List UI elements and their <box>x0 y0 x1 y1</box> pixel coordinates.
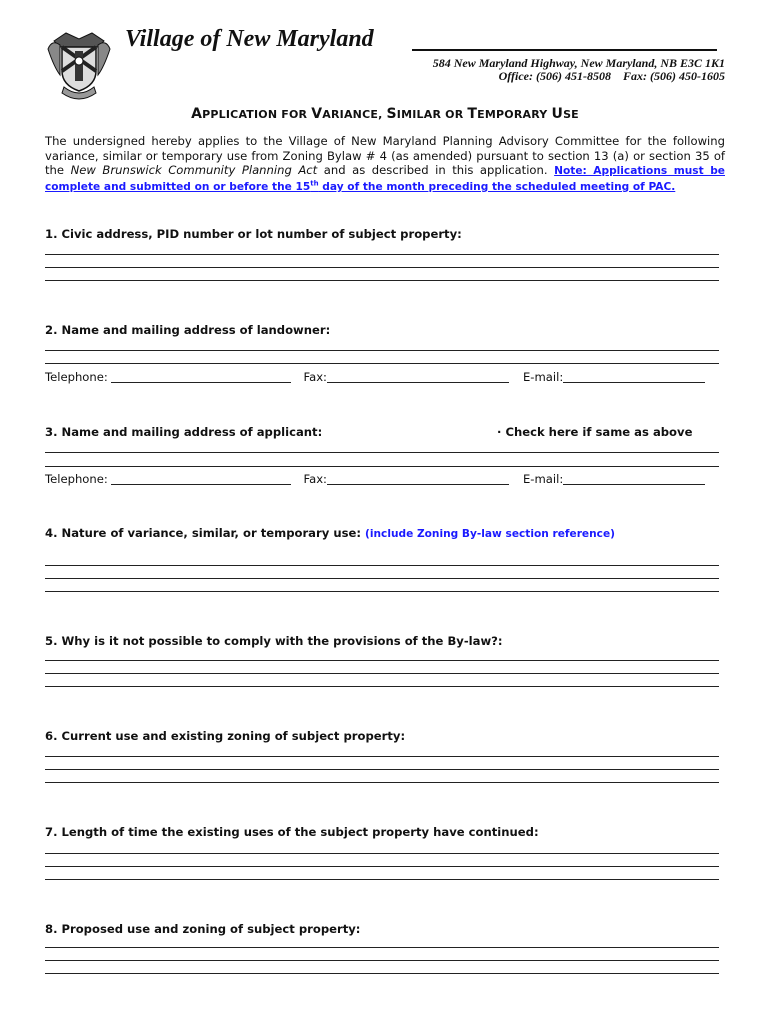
intro-paragraph: The undersigned hereby applies to the Village of New Maryland Planning Advisory Committee for the following variance, similar or temporary use from Zoning Bylaw # 4 (as amended) pursuant to section 13 (a) or section 35 of the New Brunswick Community Planning Act and as described in this application. Note: Applications must be complete and submitted on or before the 15th day of the month preceding the scheduled meeting of PAC. <box>45 134 725 193</box>
email-label: E-mail: <box>522 370 564 384</box>
telephone-label: Telephone: <box>45 370 108 384</box>
q7-answer-line-3[interactable] <box>45 879 719 880</box>
q6-answer-line-3[interactable] <box>45 782 719 783</box>
q8-answer-line-1[interactable] <box>45 947 719 948</box>
question-1-label: 1. Civic address, PID number or lot number of subject property: <box>45 227 462 241</box>
q7-answer-line-1[interactable] <box>45 853 719 854</box>
fax-label: Fax: <box>303 370 327 384</box>
q3-contact-row <box>45 472 705 486</box>
village-phone-fax <box>499 69 725 84</box>
same-as-above-checkbox[interactable]: · Check here if same as above <box>497 425 693 439</box>
q2-contact-row <box>45 370 705 384</box>
q4-answer-line-3[interactable] <box>45 591 719 592</box>
village-address: 584 New Maryland Highway, New Maryland, NB E3C 1K1 <box>432 56 725 70</box>
village-name-title: Village of New Maryland <box>125 26 374 52</box>
q1-answer-line-1[interactable] <box>45 254 719 255</box>
title-underline <box>412 49 717 51</box>
q3-telephone-field[interactable] <box>111 472 291 485</box>
q2-telephone-field[interactable] <box>111 370 291 383</box>
q5-answer-line-1[interactable] <box>45 660 719 661</box>
q4-section-reference-note: (include Zoning By-law section reference) <box>365 528 615 540</box>
form-title: APPLICATION FOR VARIANCE, SIMILAR OR TEMPORARY USE <box>191 106 579 122</box>
q5-answer-line-3[interactable] <box>45 686 719 687</box>
q5-answer-line-2[interactable] <box>45 673 719 674</box>
q4-answer-line-2[interactable] <box>45 578 719 579</box>
q1-answer-line-2[interactable] <box>45 267 719 268</box>
q3-fax-field[interactable] <box>327 472 509 485</box>
q3-answer-line-2[interactable] <box>45 466 719 467</box>
q2-fax-field[interactable] <box>327 370 509 383</box>
submission-note: Note: Applications must be complete and submitted on or before the 15th day of the month preceding the scheduled meeting of PAC. <box>45 165 725 193</box>
office-phone: Office: (506) 451-8508 <box>498 69 611 83</box>
q3-answer-line-1[interactable] <box>45 452 719 453</box>
q4-answer-line-1[interactable] <box>45 565 719 566</box>
question-7-label: 7. Length of time the existing uses of the subject property have continued: <box>45 825 539 839</box>
q7-answer-line-2[interactable] <box>45 866 719 867</box>
question-8-label: 8. Proposed use and zoning of subject property: <box>45 922 361 936</box>
q8-answer-line-3[interactable] <box>45 973 719 974</box>
q8-answer-line-2[interactable] <box>45 960 719 961</box>
village-crest-logo <box>46 27 112 103</box>
question-3-label: 3. Name and mailing address of applicant: <box>45 425 323 439</box>
question-6-label: 6. Current use and existing zoning of subject property: <box>45 729 406 743</box>
q1-answer-line-3[interactable] <box>45 280 719 281</box>
telephone-label: Telephone: <box>45 472 108 486</box>
fax-number: Fax: (506) 450-1605 <box>623 69 725 83</box>
q6-answer-line-2[interactable] <box>45 769 719 770</box>
q3-email-field[interactable] <box>563 472 705 485</box>
q2-email-field[interactable] <box>563 370 705 383</box>
question-4-label: 4. Nature of variance, similar, or temporary use: (include Zoning By-law section reference) <box>45 526 615 540</box>
question-2-label: 2. Name and mailing address of landowner: <box>45 323 331 337</box>
q6-answer-line-1[interactable] <box>45 756 719 757</box>
act-name: New Brunswick Community Planning Act <box>70 163 318 178</box>
email-label: E-mail: <box>522 472 564 486</box>
q2-answer-line-1[interactable] <box>45 350 719 351</box>
q2-answer-line-2[interactable] <box>45 363 719 364</box>
fax-label: Fax: <box>303 472 327 486</box>
question-5-label: 5. Why is it not possible to comply with the provisions of the By-law?: <box>45 634 503 648</box>
